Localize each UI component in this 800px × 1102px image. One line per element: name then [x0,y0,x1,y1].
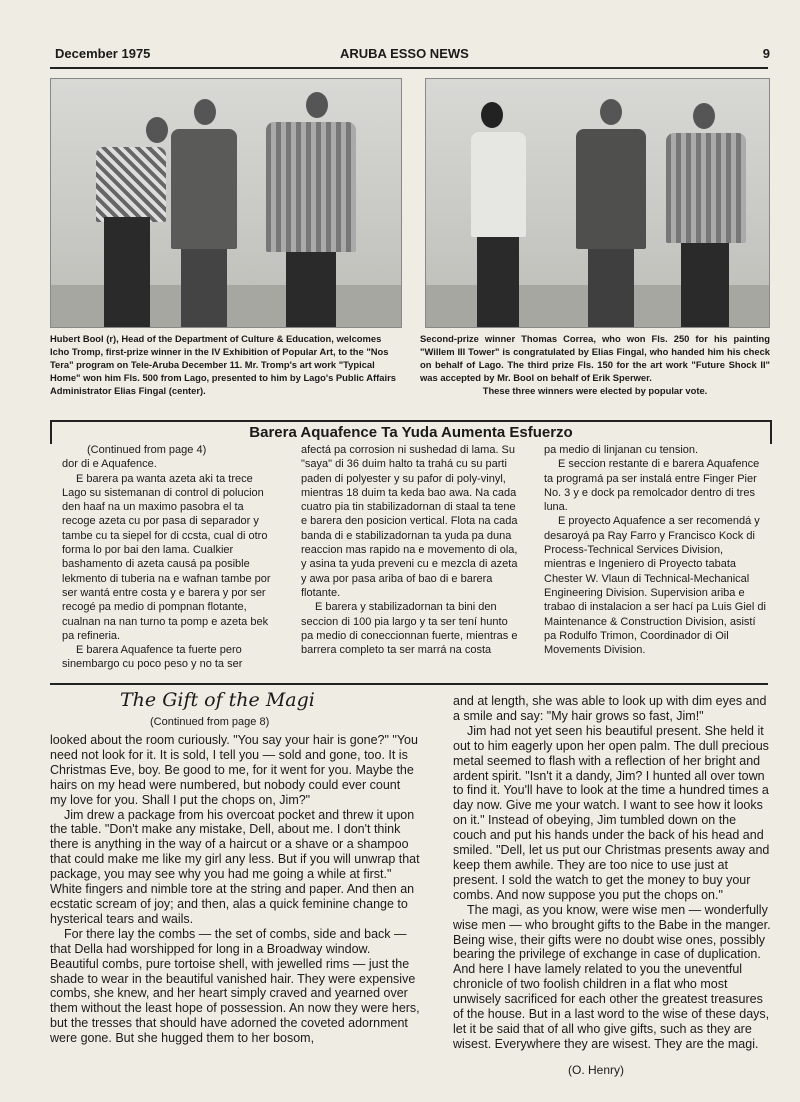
photo-first-prize [50,78,402,328]
paragraph: afectá pa corrosion ni sushedad di lama. Su "saya" di 36 duim halto ta trahá cu su parti paden di polyester y su pafor di poly-vinyl, mientras 18 duim ta keda bao awa. Na cada cuatro pia tin stabilizadornan di staal ta tene e barera den posicion vertical. Flota na cada banda di e stabilizadornan ta yuda pa duna reaccion mas rapido na e movemento di ola, y asina ta yuda preveni cu e mezcla di azeta y awa por pasa ariba of bao di e barera flotante. [301,444,518,599]
story-continued-note: (Continued from page 8) [150,716,270,728]
section-rule [50,683,768,685]
header-rule [50,67,768,69]
publication-name: ARUBA ESSO NEWS [340,46,469,61]
paragraph: E proyecto Aquafence a ser recomendá y desaroyá pa Ray Farro y Francisco Kock di Process-Technical Services Division, mientras e Ingeniero di Proyecto tabata Chester W. Vlaun di Technical-Mechanical Engineering Division. Supervision ariba e trabao di instalacion a ser hací pa Luis Giel di Maintenance & Construction Division, asistí pa Rodulfo Trimon, Coordinador di Oil Movements Division. [544,515,766,657]
continued-note: (Continued from page 4) [87,444,207,456]
caption-left: Hubert Bool (r), Head of the Department of Culture & Education, welcomes Icho Tromp, first-prize winner in the IV Exhibition of Popular Art, to the "Nos Tera" program on Tele-Aruba December 11. Mr. Tromp's art work "Typical Home" won him Fls. 500 from Lago, presented to him by Lago's Public Affairs Administrator Elias Fingal (center). [50,333,396,396]
story-column-left [50,733,420,1046]
paragraph: pa medio di linjanan cu tension. [544,444,699,456]
paragraph: and at length, she was able to look up with dim eyes and a smile and say: "My hair grows so fast, Jim!" [453,694,767,723]
paragraph: E barera y stabilizadornan ta bini den seccion di 100 pia largo y ta ser tení hunto pa medio di coneccionnan fuerte, mientras e barrera completo ta ser marrá na costa [301,601,518,657]
paragraph: E seccion restante di e barera Aquafence ta programá pa ser instalá entre Finger Pier No. 3 y e dock pa remolcador dentro di tres luna. [544,458,760,514]
photo-second-prize [425,78,770,328]
paragraph: Jim had not yet seen his beautiful present. She held it out to him eagerly upon her open palm. The dull precious metal seemed to flash with a reflection of her bright and ardent spirit. "Isn't it a dandy, Jim? I hunted all over town to find it. You'll have to look at the time a hundred times a day now. Give me your watch. I want to see how it looks on it." Instead of obeying, Jim tumbled down on the couch and put his hands under the back of his head and smiled. "Dell, let us put our Christmas presents away and keep them awhile. They are too nice to use just at present. I sold the watch to get the money to buy your combs. And now suppose you put the chops on." [453,723,770,902]
story-column-right [453,694,771,1052]
caption-right-last: These three winners were elected by popular vote. [482,385,708,396]
page-header [55,46,770,64]
caption-right [420,332,770,397]
story-title: The Gift of the Magi [120,689,315,711]
caption-right-text: Second-prize winner Thomas Correa, who won Fls. 250 for his painting "Willem III Tower" is congratulated by Elias Fingal, who handed him his check on behalf of Lago. The third prize Fls. 150 for the art work "Future Shock II" was accepted by Mr. Bool on behalf of Erik Sperwer. [420,333,770,383]
article-headline-box [50,420,772,444]
paragraph: E barera pa wanta azeta aki ta trece Lago su sistemanan di control di polucion den haaf na un maximo pasobra el ta recoge azeta cu por pasa di separador y tambe cu ta siepel for di ccsta, cual di otro forma lo por bai den lama. Cualkier bashamento di azeta causá pa posible lekmento di tuberia na e wafnan tambe por ser wantá entre costa y e barera y por ser recogé pa medio di pompnan flotante, cualnan na nan turno ta pomp e azeta bek pa refineria. [62,472,271,642]
paragraph: E barera Aquafence ta fuerte pero sinembargo cu poco peso y no ta ser [62,644,243,671]
author-signature: (O. Henry) [568,1063,625,1077]
paragraph: Jim drew a package from his overcoat pocket and threw it upon the table. "Don't make any mistake, Dell, about me. I don't think there is anything in the way of a haircut or a shave or a shampoo that could make me like my girl any less. But if you will unwrap that package, you may see why you had me going a while at first." White fingers and nimble tore at the string and paper. And then an ecstatic scream of joy; and then, alas a quick feminine change to hysterical tears and wails. [50,807,420,926]
article-column-1 [62,443,276,672]
paragraph: looked about the room curiously. "You say your hair is gone?" "You need not look for it. It is sold, I tell you — sold and gone, too. It is Christmas Eve, boy. Be good to me, for it went for you. Maybe the hairs on my head were numbered, but nobody could ever count my love for you. Shall I put the chops on, Jim?" [50,733,418,807]
article-headline: Barera Aquafence Ta Yuda Aumenta Esfuerzo [249,424,573,441]
article-column-3 [544,443,768,657]
paragraph: For there lay the combs — the set of combs, side and back — that Della had worshipped for long in a Broadway window. Beautiful combs, pure tortoise shell, with jewelled rims — just the shade to wear in the beautiful vanished hair. They were expensive combs, she knew, and her heart simply craved and yearned over them without the least hope of possession. An now they were hers, but the tresses that should have adorned the coveted adornment were gone. But she hugged them to her bosom, [50,926,420,1046]
paragraph: The magi, as you know, were wise men — wonderfully wise men — who brought gifts to the Babe in the manger. Being wise, their gifts were no doubt wise ones, possibly bearing the privilege of exchange in case of duplication. And here I have lamely related to you the uneventful chronicle of two foolish children in a flat who most unwisely sacrificed for each other the greatest treasures of the house. But in a last word to the wise of these days, let it be said that of all who give gifts, such as they are wisest. Everywhere they are wisest. They are the magi. [453,902,771,1051]
page-number: 9 [762,46,770,61]
issue-date: December 1975 [55,46,151,61]
paragraph: dor di e Aquafence. [62,458,157,471]
article-column-2 [301,443,521,657]
